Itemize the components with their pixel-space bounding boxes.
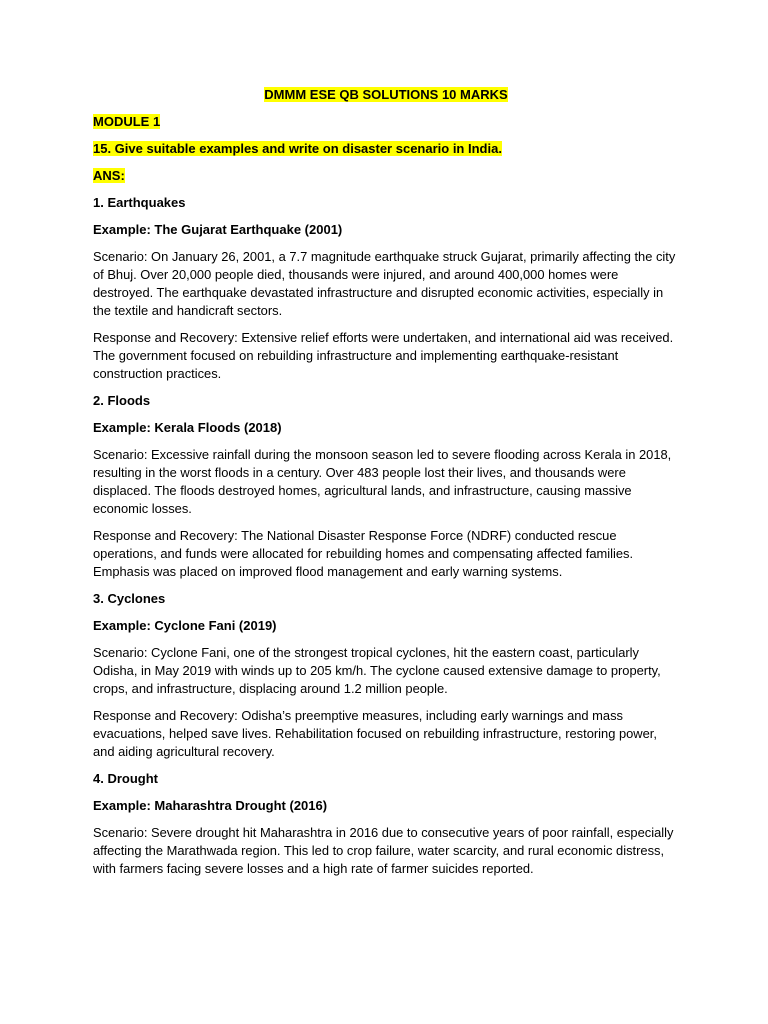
section-example: Example: Kerala Floods (2018) xyxy=(93,420,282,435)
question-text: 15. Give suitable examples and write on disaster scenario in India. xyxy=(93,141,502,156)
section-scenario: Scenario: On January 26, 2001, a 7.7 magnitude earthquake struck Gujarat, primarily affecting the city of Bhuj. Over 20,000 people died, thousands were injured, and around 400,000 homes were destroyed. The earthquake devastated infrastructure and disrupted economic activities, especially in the textile and handicraft sectors. xyxy=(93,249,676,318)
section-example: Example: Maharashtra Drought (2016) xyxy=(93,798,328,813)
section-cyclones xyxy=(93,590,679,761)
answer-row xyxy=(93,167,679,185)
module-label: MODULE 1 xyxy=(93,114,161,129)
section-earthquakes xyxy=(93,194,679,383)
section-response: Response and Recovery: The National Disaster Response Force (NDRF) conducted rescue operations, and funds were allocated for rebuilding homes and compensating affected families. Emphasis was placed on improved flood management and early warning systems. xyxy=(93,528,634,579)
section-heading: 3. Cyclones xyxy=(93,591,166,606)
section-example: Example: Cyclone Fani (2019) xyxy=(93,618,277,633)
section-scenario: Scenario: Excessive rainfall during the monsoon season led to severe flooding across Kerala in 2018, resulting in the worst floods in a century. Over 483 people lost their lives, and thousands were displaced. The floods destroyed homes, agricultural lands, and infrastructure, causing massive economic losses. xyxy=(93,447,672,516)
section-heading: 4. Drought xyxy=(93,771,158,786)
question-row xyxy=(93,140,679,158)
section-heading: 2. Floods xyxy=(93,393,151,408)
section-example: Example: The Gujarat Earthquake (2001) xyxy=(93,222,343,237)
section-scenario: Scenario: Cyclone Fani, one of the strongest tropical cyclones, hit the eastern coast, particularly Odisha, in May 2019 with winds up to 205 km/h. The cyclone caused extensive damage to property, crops, and infrastructure, displacing around 1.2 million people. xyxy=(93,645,661,696)
document-page xyxy=(93,86,679,887)
section-scenario: Scenario: Severe drought hit Maharashtra in 2016 due to consecutive years of poor rainfall, especially affecting the Marathwada region. This led to crop failure, water scarcity, and rural economic distress, with farmers facing severe losses and a high rate of farmer suicides reported. xyxy=(93,825,674,876)
section-response: Response and Recovery: Extensive relief efforts were undertaken, and international aid was received. The government focused on rebuilding infrastructure and implementing earthquake-resistant construction practices. xyxy=(93,330,674,381)
section-drought xyxy=(93,770,679,878)
section-response: Response and Recovery: Odisha’s preemptive measures, including early warnings and mass evacuations, helped save lives. Rehabilitation focused on rebuilding infrastructure, restoring power, and aiding agricultural recovery. xyxy=(93,708,657,759)
module-row xyxy=(93,113,679,131)
section-heading: 1. Earthquakes xyxy=(93,195,186,210)
document-title: DMMM ESE QB SOLUTIONS 10 MARKS xyxy=(264,87,508,102)
answer-label: ANS: xyxy=(93,168,125,183)
section-floods xyxy=(93,392,679,581)
title-row xyxy=(93,86,679,104)
